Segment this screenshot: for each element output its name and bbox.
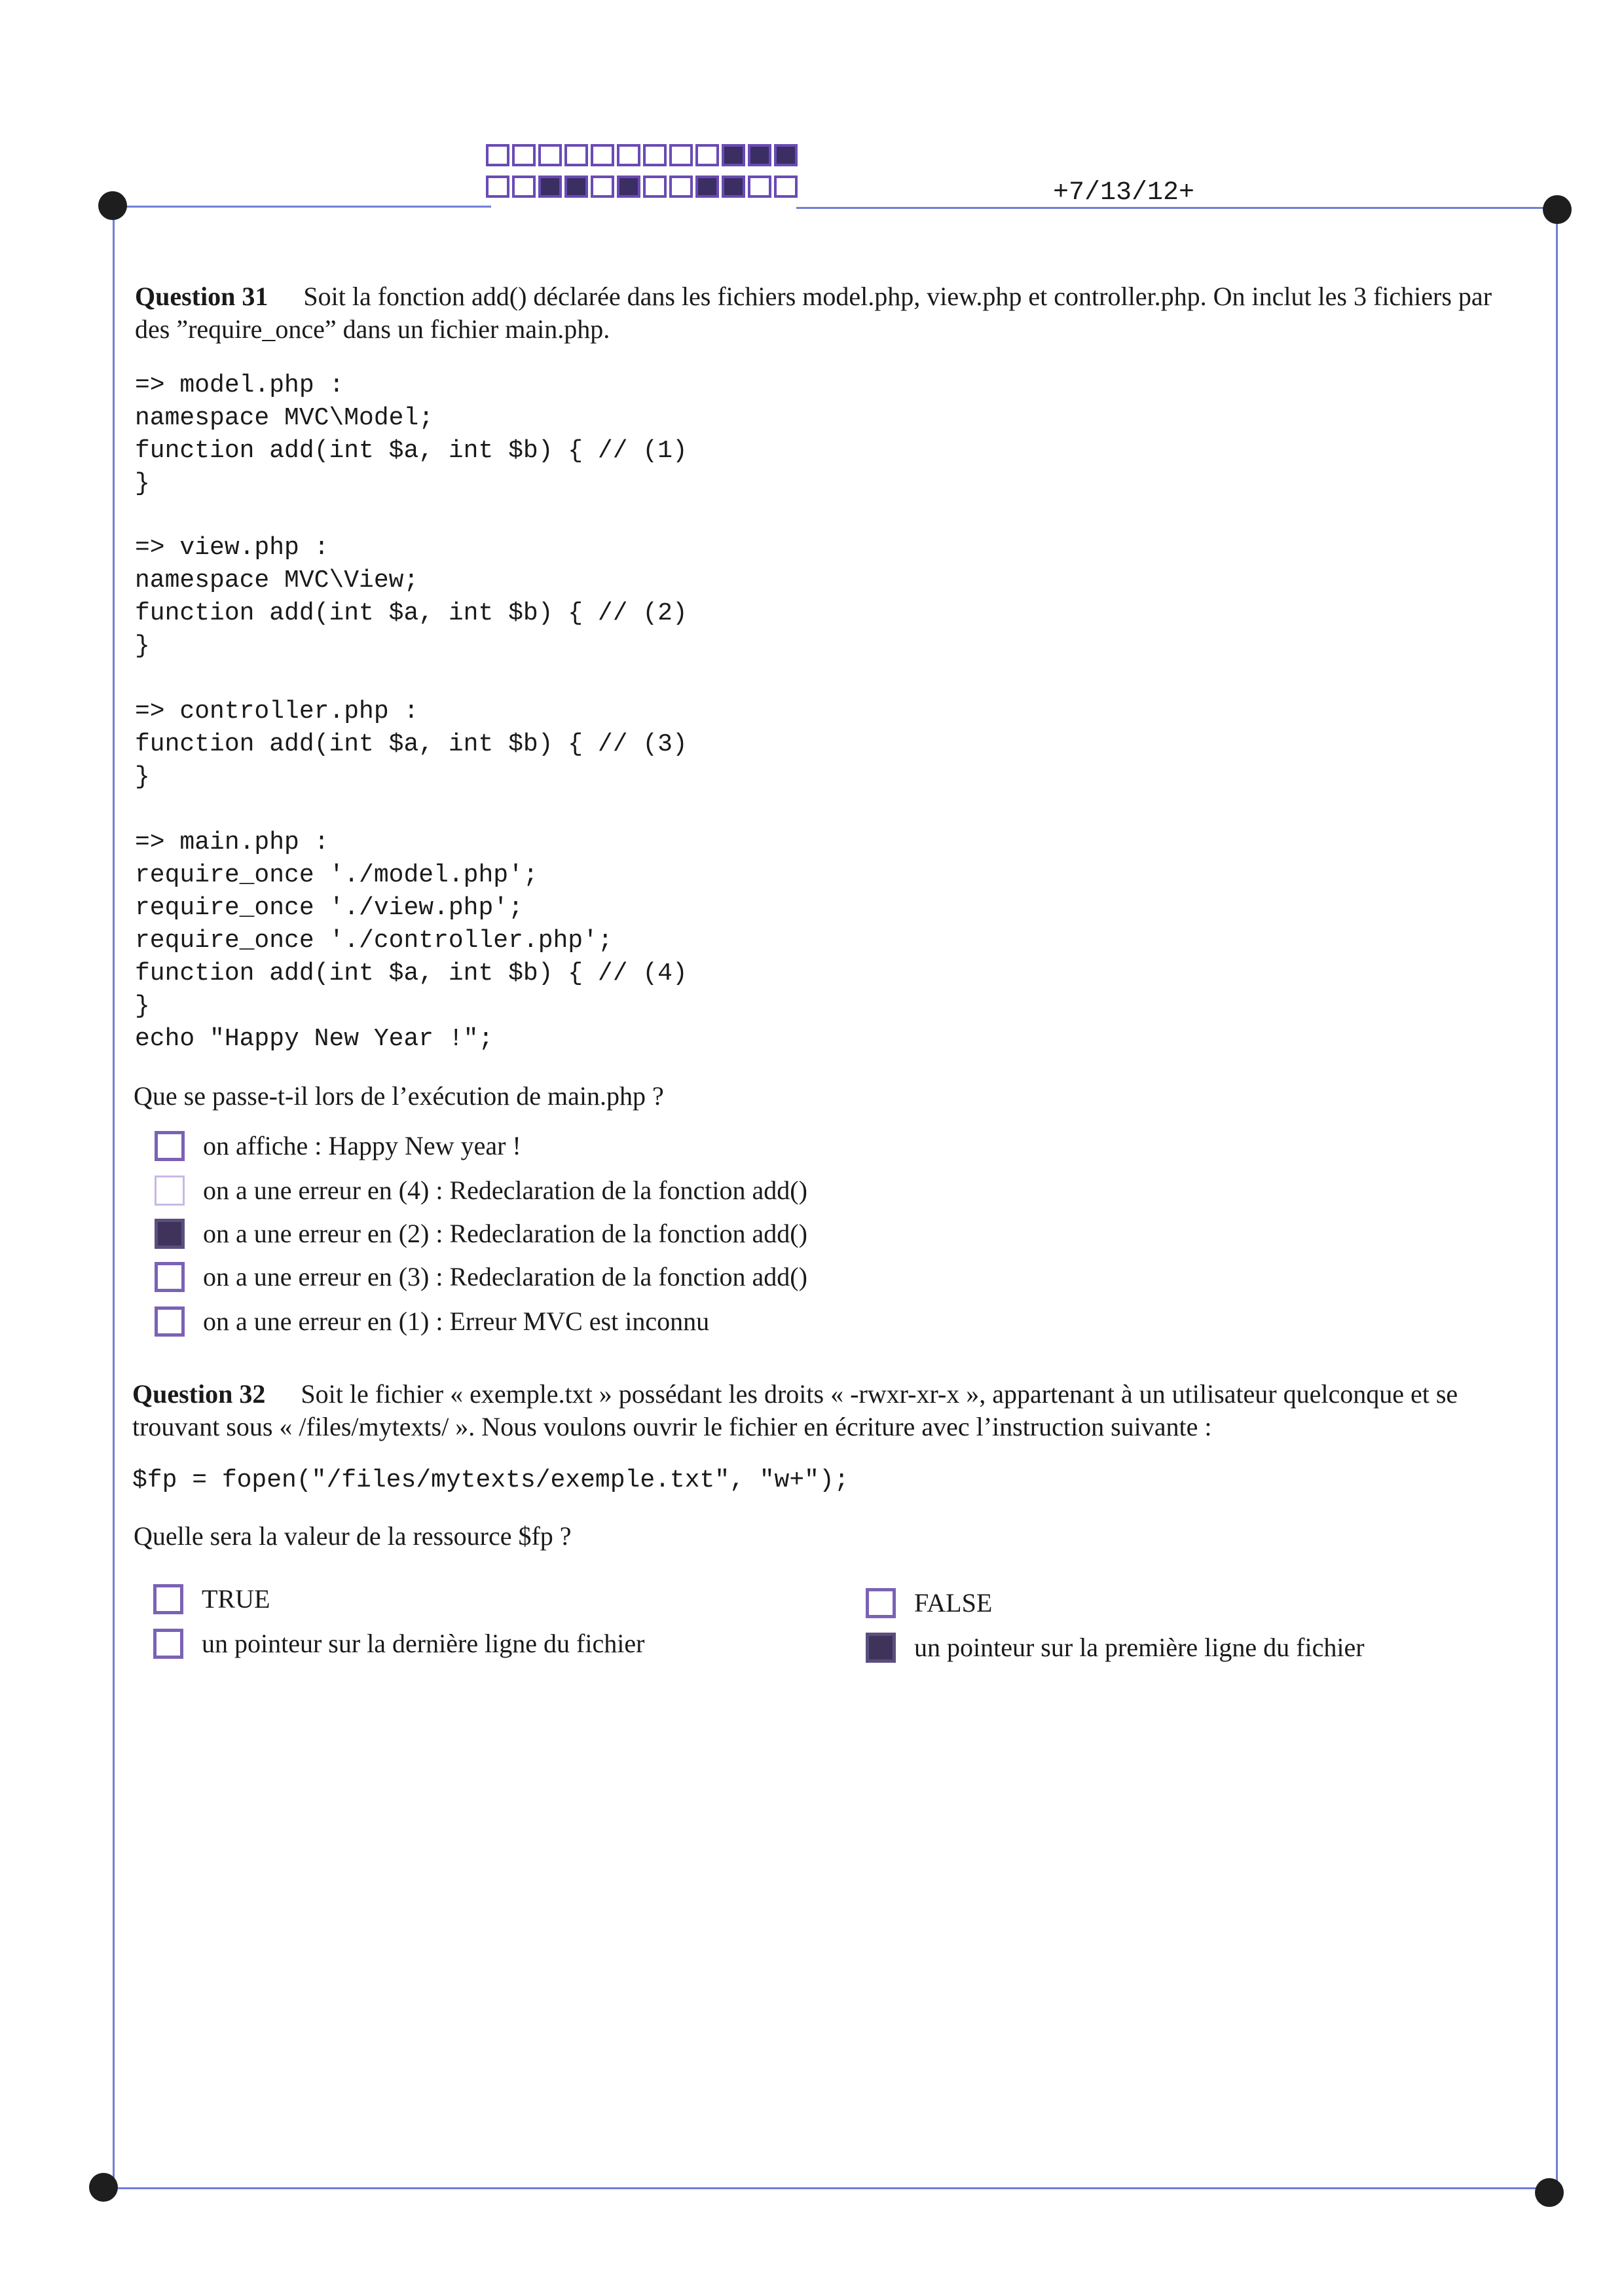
- question-31: [135, 280, 1530, 346]
- barcode-cell: [695, 176, 719, 198]
- code-main-php: => main.php : require_once './model.php'; require_once './view.php'; require_once './controller.php'; function add(int $a, int $b) { // (4) } echo "Happy New Year !";: [135, 828, 688, 1053]
- barcode-row-bottom: [486, 176, 798, 198]
- q32-checkbox-false[interactable]: [866, 1588, 896, 1618]
- corner-marker-bottom-left: [89, 2173, 118, 2202]
- code-controller-php: => controller.php : function add(int $a, int $b) { // (3) }: [135, 697, 688, 791]
- barcode-cell: [564, 176, 588, 198]
- barcode-cell: [486, 144, 509, 166]
- question-32-prompt: Quelle sera la valeur de la ressource $fp ?: [134, 1521, 572, 1551]
- q31-checkbox-2[interactable]: [155, 1176, 185, 1206]
- corner-marker-top-left: [98, 191, 127, 220]
- barcode-cell: [643, 176, 667, 198]
- code-model-php: => model.php : namespace MVC\Model; function add(int $a, int $b) { // (1) }: [135, 371, 688, 498]
- q31-checkbox-3[interactable]: [155, 1219, 185, 1249]
- question-31-prompt: Que se passe-t-il lors de l’exécution de main.php ?: [134, 1081, 664, 1111]
- code-fopen: $fp = fopen("/files/mytexts/exemple.txt", "w+");: [132, 1466, 849, 1494]
- barcode-cell: [512, 144, 536, 166]
- barcode-cell: [695, 144, 719, 166]
- barcode-cell: [669, 176, 693, 198]
- barcode-cell: [564, 144, 588, 166]
- q32-checkbox-true[interactable]: [153, 1584, 183, 1614]
- barcode-cell: [774, 144, 798, 166]
- q31-answer-3-label: on a une erreur en (2) : Redeclaration de la fonction add(): [203, 1219, 807, 1248]
- q32-answer-false-label: FALSE: [914, 1588, 993, 1618]
- q31-answer-1[interactable]: [155, 1130, 521, 1161]
- frame-bottom-line: [103, 2187, 1557, 2189]
- q31-checkbox-1[interactable]: [155, 1131, 185, 1161]
- q31-answer-5-label: on a une erreur en (1) : Erreur MVC est inconnu: [203, 1306, 710, 1336]
- q31-answer-2[interactable]: [155, 1175, 807, 1206]
- q31-answer-4-label: on a une erreur en (3) : Redeclaration de la fonction add(): [203, 1262, 807, 1291]
- q31-answer-3[interactable]: [155, 1218, 807, 1249]
- q32-checkbox-last-line[interactable]: [153, 1629, 183, 1659]
- barcode-cell: [643, 144, 667, 166]
- q32-answer-first-line[interactable]: [866, 1632, 1365, 1663]
- q32-checkbox-first-line[interactable]: [866, 1633, 896, 1663]
- q31-checkbox-5[interactable]: [155, 1306, 185, 1337]
- corner-marker-top-right: [1543, 195, 1572, 224]
- question-32-number: Question 32: [132, 1379, 266, 1409]
- barcode-row-top: [486, 144, 798, 166]
- barcode-cell: [774, 176, 798, 198]
- code-view-php: => view.php : namespace MVC\View; function add(int $a, int $b) { // (2) }: [135, 534, 688, 660]
- q32-answer-last-line-label: un pointeur sur la dernière ligne du fichier: [202, 1629, 645, 1658]
- barcode-cell: [591, 144, 614, 166]
- page-id: +7/13/12+: [1053, 178, 1195, 208]
- corner-marker-bottom-right: [1535, 2178, 1564, 2207]
- barcode-cell: [591, 176, 614, 198]
- q32-answer-first-line-label: un pointeur sur la première ligne du fichier: [914, 1633, 1365, 1662]
- barcode-cell: [538, 176, 562, 198]
- barcode-cell: [722, 176, 745, 198]
- barcode-cell: [748, 176, 771, 198]
- q32-answer-last-line[interactable]: [153, 1628, 644, 1659]
- question-31-number: Question 31: [135, 282, 268, 311]
- barcode-cell: [617, 176, 640, 198]
- q32-answer-false[interactable]: [866, 1587, 992, 1618]
- barcode-cell: [722, 144, 745, 166]
- barcode-cell: [486, 176, 509, 198]
- q31-checkbox-4[interactable]: [155, 1262, 185, 1292]
- barcode-cell: [748, 144, 771, 166]
- frame-left-line: [113, 206, 115, 2183]
- q31-answer-1-label: on affiche : Happy New year !: [203, 1131, 521, 1160]
- q32-answer-true[interactable]: [153, 1583, 270, 1614]
- barcode-cell: [512, 176, 536, 198]
- barcode-cell: [538, 144, 562, 166]
- barcode-cell: [617, 144, 640, 166]
- question-32: [132, 1378, 1527, 1443]
- question-31-text: Soit la fonction add() déclarée dans les fichiers model.php, view.php et controller.php. On inclut les 3 fichiers par des ”require_once” dans un fichier main.php.: [135, 282, 1492, 344]
- q32-answer-true-label: TRUE: [202, 1584, 270, 1614]
- q31-answer-4[interactable]: [155, 1261, 807, 1292]
- frame-right-line: [1556, 207, 1558, 2189]
- q31-answer-2-label: on a une erreur en (4) : Redeclaration de la fonction add(): [203, 1176, 807, 1205]
- barcode-cell: [669, 144, 693, 166]
- q31-answer-5[interactable]: [155, 1306, 709, 1337]
- question-32-text: Soit le fichier « exemple.txt » possédant les droits « -rwxr-xr-x », appartenant à un utilisateur quelconque et se trouvant sous « /files/mytexts/ ». Nous voulons ouvrir le fichier en écriture avec l’instruction suivante :: [132, 1379, 1458, 1441]
- frame-top-left-line: [113, 206, 491, 208]
